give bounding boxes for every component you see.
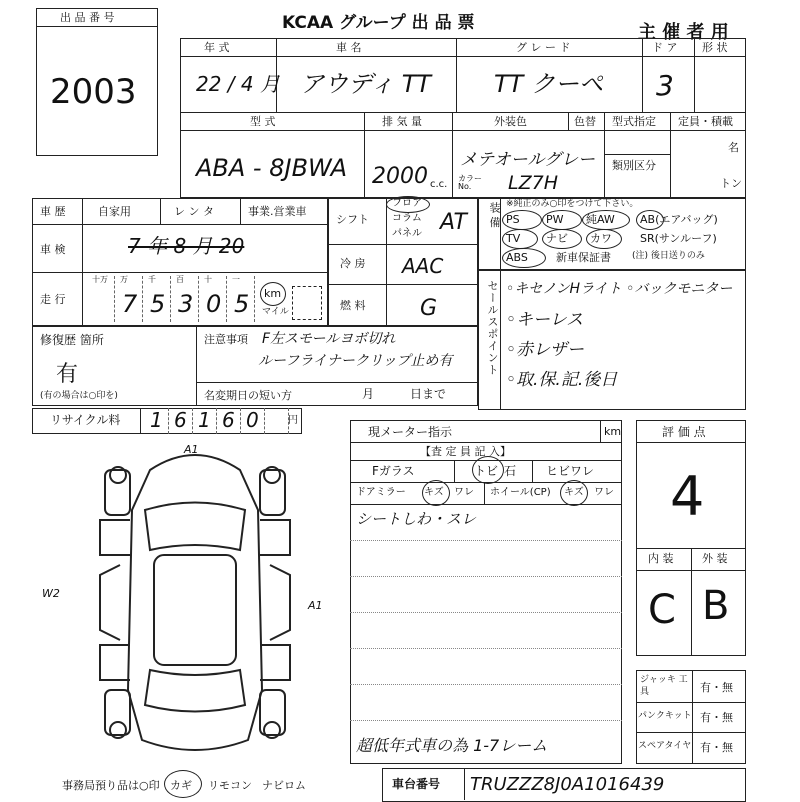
wheel-label: ホイール(CP) <box>490 487 551 498</box>
chassis-value: TRUZZZ8J0A1016439 <box>470 774 665 795</box>
business-option: 事業.営業車 <box>248 205 307 218</box>
recycle-digit-4: 0 <box>246 408 259 432</box>
spare-label: スペアタイヤ <box>638 741 692 751</box>
equip-circle-0 <box>502 210 542 230</box>
mirror-label: ドアミラー <box>356 487 406 498</box>
inspector-label: 【査 定 員 記 入】 <box>420 445 511 458</box>
equip-circle-2 <box>582 210 630 230</box>
mileage-digit-0: 7 <box>122 290 138 318</box>
color-change-label: 色替 <box>574 115 596 128</box>
doors-label: ド ア <box>652 41 678 54</box>
exterior-label: 外 装 <box>702 552 728 565</box>
capacity-unit-people: 名 <box>728 141 739 154</box>
recycle-label: リサイクル料 <box>50 413 121 427</box>
displacement-label: 排 気 量 <box>382 115 422 128</box>
mileage-unit-2: 千 <box>148 275 156 284</box>
mileage-digit-3: 0 <box>206 290 222 318</box>
mileage-digit-1: 5 <box>150 290 166 318</box>
caution-line-1: F左スモールヨボ切れ <box>262 331 396 347</box>
repair-note: (有の場合は○印を) <box>40 391 118 401</box>
inspection-value: 7 年 8 月 20 <box>128 234 245 258</box>
recycle-digit-3: 6 <box>222 408 235 432</box>
equip-vertical-label <box>484 202 501 235</box>
meter-label: 現メーター指示 <box>368 425 453 439</box>
capacity-unit-ton: トン <box>720 177 742 190</box>
recycle-digit-1: 6 <box>174 408 187 432</box>
puncture-label: パンクキット <box>638 711 692 721</box>
inspector-note-1: シートしわ・スレ <box>356 510 477 528</box>
damage-mark-right: A1 <box>308 599 323 612</box>
ac-label: 冷 房 <box>340 257 366 270</box>
mileage-divider <box>226 276 227 322</box>
name-label: 車 名 <box>336 41 362 54</box>
repair-value: 有 <box>56 362 79 387</box>
sales-points-label: セールスポイント <box>486 280 499 376</box>
recycle-unit: 円 <box>288 415 298 426</box>
sales-point-2: ◦赤レザー <box>506 340 585 360</box>
mileage-divider <box>170 276 171 322</box>
caution-line-2: ルーフライナークリップ止め有 <box>258 353 453 369</box>
wheel-crack: ワレ <box>594 487 614 498</box>
mileage-mile: マイル <box>262 307 289 317</box>
recycle-digit-2: 1 <box>198 408 211 432</box>
equip-circle-1 <box>542 210 582 230</box>
name-change-day: 日まで <box>410 387 447 401</box>
inspector-note-2: 超低年式車の為 1-7レーム <box>356 736 548 755</box>
sales-point-3: ◦取.保.記.後日 <box>506 370 618 390</box>
mirror-crack: ワレ <box>454 487 474 498</box>
model-label: 型 式 <box>250 115 276 128</box>
fuel-label: 燃 料 <box>340 299 366 312</box>
lot-number-label: 出 品 番 号 <box>60 11 115 24</box>
jack-label: ジャッキ 工 具 <box>640 675 688 697</box>
ac-value: AAC <box>402 254 444 278</box>
year-label: 年 式 <box>204 41 230 54</box>
grade-value: TT クーペ <box>494 70 603 98</box>
f-glass-crack: ヒビワレ <box>546 464 595 478</box>
shift-value: AT <box>440 210 467 235</box>
type-designation-label: 型式指定 <box>612 115 656 128</box>
equip-item-3-0: ABS <box>506 251 528 264</box>
exterior-value: B <box>702 583 730 629</box>
recycle-divider <box>168 408 169 434</box>
mileage-unit-4: 十 <box>204 275 212 284</box>
wheel-scratch: キズ <box>564 487 584 498</box>
equip-item-3-2: (注) 後日送りのみ <box>632 251 705 261</box>
equip-item-2-3: SR(サンルーフ) <box>640 232 717 245</box>
equip-item-1-2: 純AW <box>586 213 615 226</box>
year-value: 22 / 4 月 <box>196 72 280 96</box>
mileage-extra-box <box>292 286 322 320</box>
mileage-unit-3: 百 <box>176 275 184 284</box>
name-change-label: 名変期日の短い方 <box>204 389 292 402</box>
recycle-divider <box>240 408 241 434</box>
category-label: 類別区分 <box>612 159 656 172</box>
equip-item-1-3: AB(エアバッグ) <box>640 213 718 226</box>
mileage-unit-0: 十万 <box>92 275 108 284</box>
mileage-unit-5: 一 <box>232 275 240 284</box>
remote-text: リモコン <box>208 779 252 792</box>
rating-value: 4 <box>670 465 705 528</box>
model-value: ABA - 8JBWA <box>196 154 347 182</box>
chassis-label: 車台番号 <box>392 777 441 791</box>
sales-point-1: ◦キーレス <box>506 310 584 330</box>
capacity-label: 定員・積載 <box>678 115 733 128</box>
exterior-color-value: メテオールグレー <box>460 150 595 170</box>
equip-note: ※純正のみ○印をつけて下さい。 <box>506 199 639 209</box>
rating-label: 評 価 点 <box>662 425 706 439</box>
damage-mark-front: A1 <box>184 443 199 456</box>
mileage-km: km <box>264 287 282 300</box>
recycle-digit-0: 1 <box>150 408 163 432</box>
mileage-label: 走 行 <box>40 293 66 306</box>
recycle-divider <box>192 408 193 434</box>
sales-point-0: ◦キセノンHライト ◦バックモニター <box>506 281 733 297</box>
shift-option-column: コラム <box>392 213 422 224</box>
shift-label: シフト <box>336 213 369 226</box>
puncture-yesno: 有・無 <box>700 711 733 724</box>
rental-option: レ ン タ <box>174 205 214 218</box>
recycle-divider <box>264 408 265 434</box>
mileage-divider <box>254 276 255 322</box>
organizer-label: 主 催 者 用 <box>638 22 729 43</box>
color-no-label: カラー No. <box>458 174 482 191</box>
name-value: アウディ TT <box>300 70 432 98</box>
mileage-digit-2: 3 <box>178 290 194 318</box>
meter-unit: km <box>604 425 622 438</box>
equip-item-2-1: ナビ <box>546 232 568 245</box>
mileage-divider <box>198 276 199 322</box>
navi-text: ナビロム <box>262 779 306 792</box>
car-history-label: 車 歴 <box>40 205 66 218</box>
damage-mark-left: W2 <box>42 587 60 600</box>
deposit-text: 事務局預り品は○印 <box>62 779 160 792</box>
mileage-divider <box>142 276 143 322</box>
equip-item-3-1: 新車保証書 <box>556 251 611 264</box>
recycle-divider <box>216 408 217 434</box>
repair-label: 修復歴 箇所 <box>40 333 104 347</box>
name-change-month: 月 <box>362 387 375 401</box>
org-title: KCAA グループ 出 品 票 <box>282 13 475 33</box>
equip-label: 装 備 <box>488 202 501 228</box>
car-damage-diagram <box>90 440 300 760</box>
doors-value: 3 <box>656 69 674 102</box>
shape-label: 形 状 <box>702 41 728 54</box>
shift-option-floor: フロア <box>392 198 422 209</box>
private-use-option: 自家用 <box>98 205 131 218</box>
displacement-value: 2000 <box>372 164 428 189</box>
shift-option-panel: パネル <box>392 228 422 239</box>
exterior-color-label: 外装色 <box>494 115 527 128</box>
grade-label: グ レ ー ド <box>516 41 571 54</box>
fuel-value: G <box>420 296 438 321</box>
inspection-label: 車 検 <box>40 243 66 256</box>
equip-circle-3 <box>636 210 664 230</box>
lot-number-value: 2003 <box>50 72 137 112</box>
caution-label: 注意事項 <box>204 333 248 346</box>
key-text: カギ <box>170 779 192 792</box>
mileage-unit-1: 万 <box>120 275 128 284</box>
interior-value: C <box>648 587 676 633</box>
displacement-unit: c.c. <box>430 179 448 190</box>
equip-item-2-2: カワ <box>590 232 612 245</box>
f-glass-label: Fガラス <box>372 464 415 478</box>
equip-item-2-0: TV <box>506 232 521 245</box>
f-glass-chip: トビ <box>474 464 499 478</box>
interior-label: 内 装 <box>648 552 674 565</box>
color-no-value: LZ7H <box>508 172 558 194</box>
equip-item-1-1: PW <box>546 213 564 226</box>
spare-yesno: 有・無 <box>700 741 733 754</box>
equip-item-1-0: PS <box>506 213 520 226</box>
jack-yesno: 有・無 <box>700 681 733 694</box>
mileage-digit-4: 5 <box>234 290 250 318</box>
mirror-scratch: キズ <box>424 487 444 498</box>
mileage-divider <box>114 276 115 322</box>
f-glass-stone: 石 <box>504 464 517 478</box>
